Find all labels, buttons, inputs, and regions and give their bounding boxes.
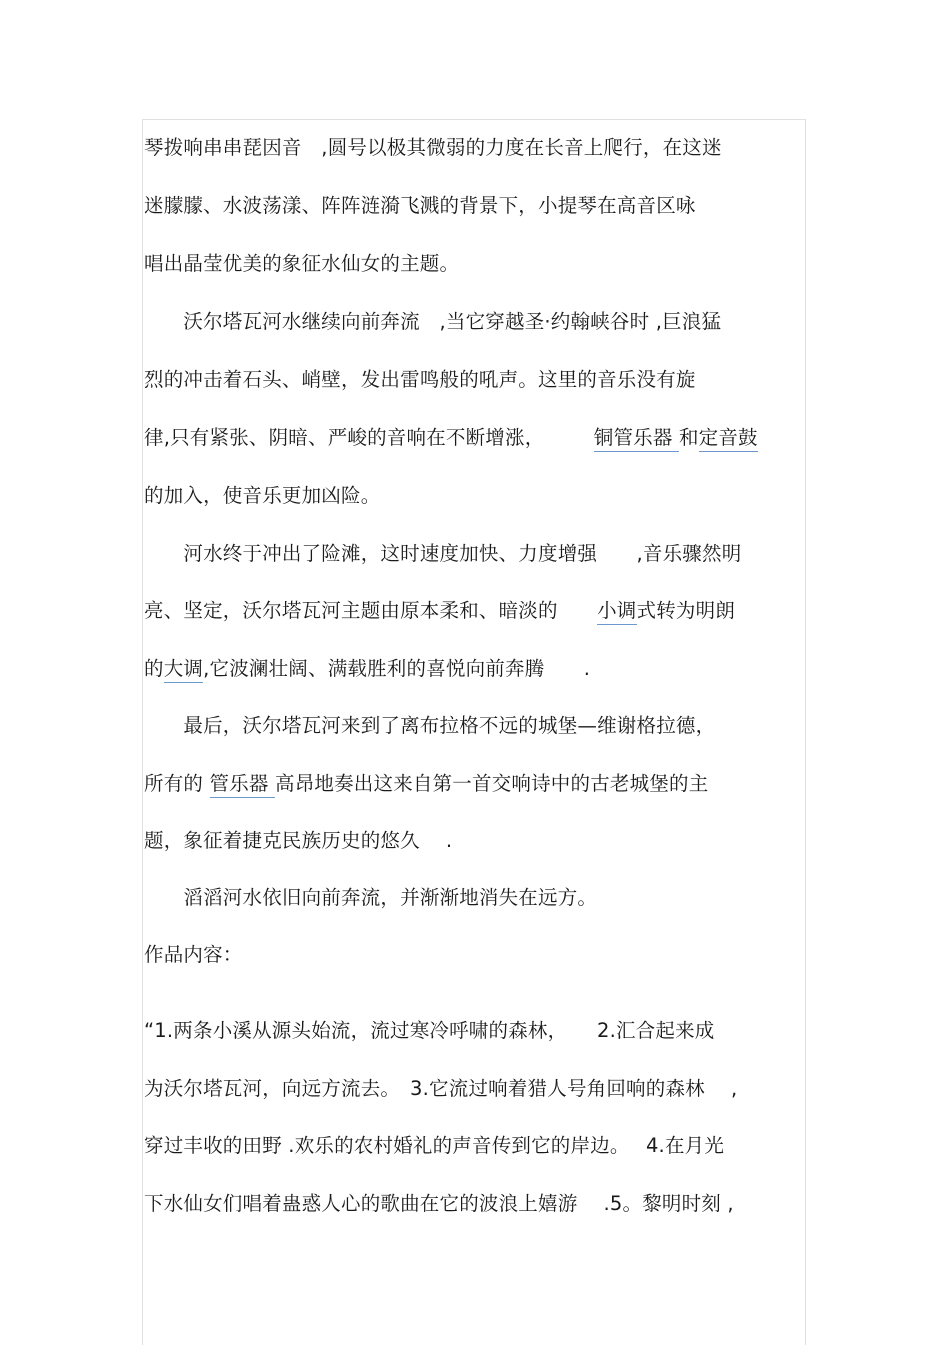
text-run: 律,只有紧张、阴暗、严峻的音响在不断增涨， [144,426,594,449]
text-line [144,885,597,911]
hyperlink[interactable]: 大调 [164,657,203,683]
text-run: 河水终于冲出了险滩，这时速度加快、力度增强 ,音乐骤然明 [144,542,742,565]
text-run: 所有的 [144,772,210,795]
text-line [144,135,722,161]
text-line [144,828,452,854]
text-run: 和 [678,426,699,449]
text-run: 最后，沃尔塔瓦河来到了离布拉格不远的城堡—维谢格拉德， [144,714,716,737]
text-line [144,598,735,624]
text-line [144,309,721,335]
text-run: 的 [144,657,164,680]
text-run: 题，象征着捷克民族历史的悠久 . [144,829,453,852]
text-run: 作品内容： [144,943,243,966]
text-run: 唱出晶莹优美的象征水仙女的主题。 [144,252,460,275]
text-line [144,1076,737,1102]
text-line [144,713,715,739]
text-run: 沃尔塔瓦河水继续向前奔流 ,当它穿越圣·约翰峡谷时 ,巨浪猛 [144,310,722,333]
text-run: “1.两条小溪从源头始流，流过寒冷呼啸的森林， 2.汇合起来成 [144,1019,715,1042]
hyperlink[interactable]: 小调 [597,599,636,625]
text-run: 迷朦朦、水波荡漾、阵阵涟漪飞溅的背景下，小提琴在高音区咏 [144,194,696,217]
hyperlink[interactable]: 管乐器 [210,772,276,798]
text-run: 琴拨响串串琵因音 ,圆号以极其微弱的力度在长音上爬行，在这迷 [144,136,722,159]
text-line [144,425,758,451]
text-run: 的加入，使音乐更加凶险。 [144,484,381,507]
text-line [144,771,708,797]
text-line [144,367,696,393]
text-run: 下水仙女们唱着蛊惑人心的歌曲在它的波浪上嬉游 .5。黎明时刻 , [144,1192,734,1215]
text-run: 亮、坚定，沃尔塔瓦河主题由原本柔和、暗淡的 [144,599,598,622]
text-run: 滔滔河水依旧向前奔流，并渐渐地消失在远方。 [144,886,598,909]
text-line [144,541,741,567]
text-run: 高昂地奏出这来自第一首交响诗中的古老城堡的主 [275,772,709,795]
text-run: 为沃尔塔瓦河，向远方流去。 3.它流过响着猎人号角回响的森林 , [144,1077,738,1100]
text-line [144,483,380,509]
text-line [144,193,696,219]
text-line [144,1133,724,1159]
text-run: 式转为明朗 [636,599,736,622]
hyperlink[interactable]: 定音鼓 [699,426,758,452]
text-run: 烈的冲击着石头、峭壁，发出雷鸣般的吼声。这里的音乐没有旋 [144,368,696,391]
text-line [144,251,459,277]
text-line [144,1191,734,1217]
text-line [144,942,243,968]
text-run: ,它波澜壮阔、满载胜利的喜悦向前奔腾 . [203,657,591,680]
text-run: 穿过丰收的田野 .欢乐的农村婚礼的声音传到它的岸边。 4.在月光 [144,1134,725,1157]
text-line [144,1018,714,1044]
text-line [144,656,590,682]
hyperlink[interactable]: 铜管乐器 [594,426,679,452]
